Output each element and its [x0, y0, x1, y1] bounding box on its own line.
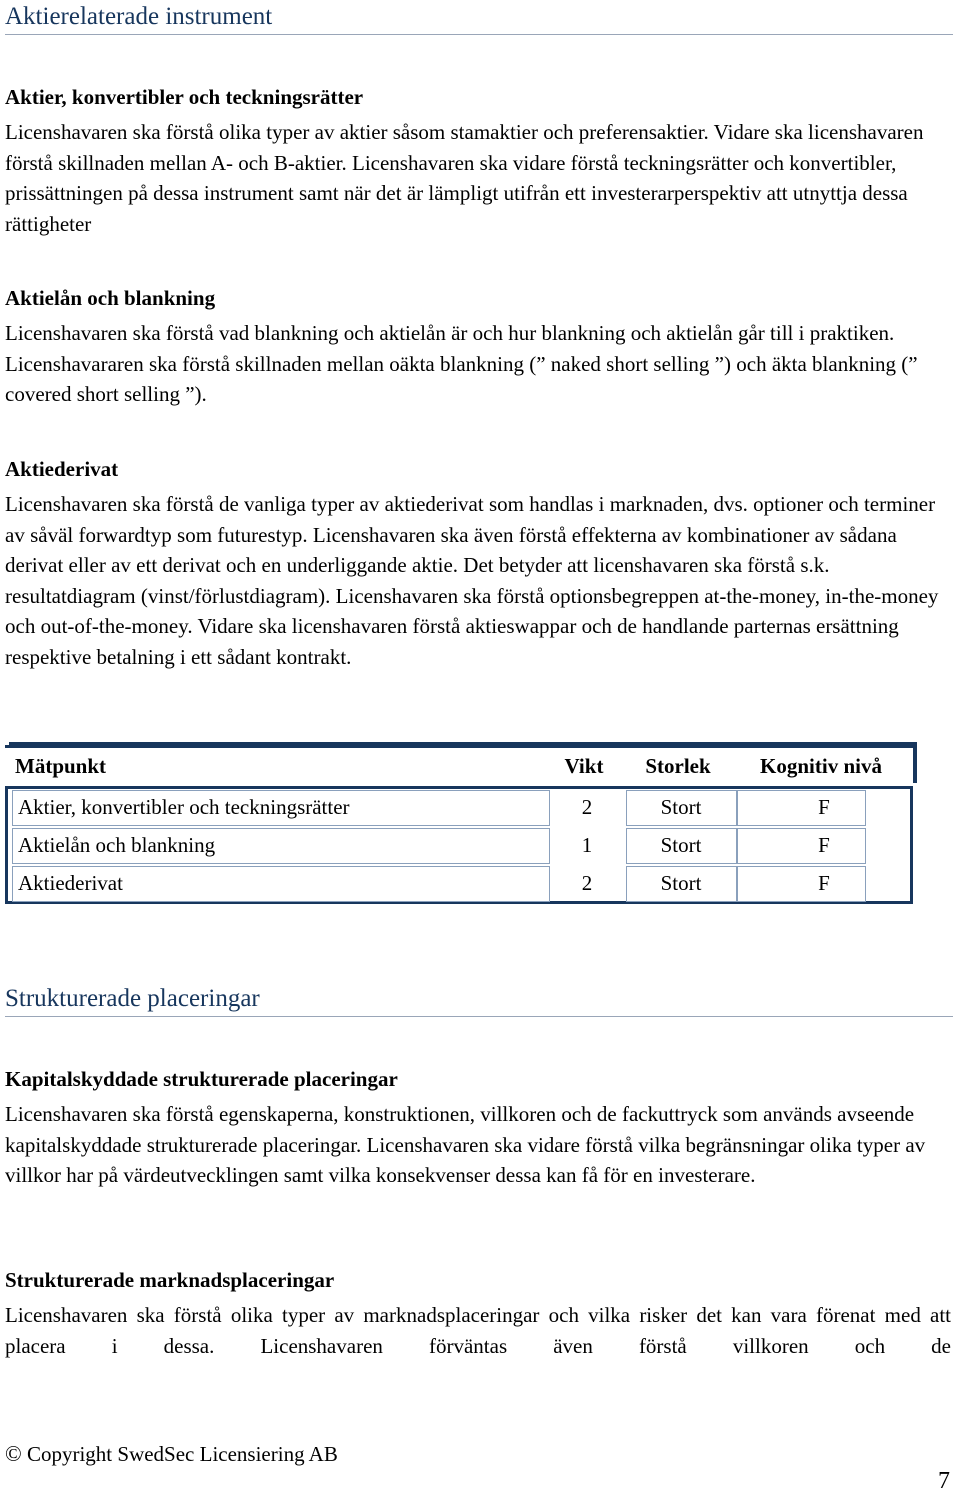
table-header-matpunkt: Mätpunkt — [15, 754, 107, 778]
paragraph-aktier-konvertibler: Licenshavaren ska förstå olika typer av aktier såsom stamaktier och preferensaktier. Vidare ska licenshavaren förstå skillnaden mellan A- och B-aktier. Licenshavaren ska vidare förstå teckningsrätter och konvertibler, prissättningen på dessa instrument samt när det är lämpligt utifrån ett investerarperspektiv att utnyttja dessa rättigheter — [5, 120, 924, 236]
table-cell-storlek: Stort — [660, 795, 702, 819]
footer-copyright — [5, 1441, 338, 1467]
table-cell-kognitiv-niva: F — [818, 795, 830, 819]
subheading-aktiederivat: Aktiederivat — [5, 457, 119, 481]
table-body — [5, 786, 913, 904]
table-header-row — [5, 745, 913, 786]
table-row — [8, 827, 910, 865]
table-cell-kognitiv-niva: F — [818, 871, 830, 895]
table-header-vikt: Vikt — [564, 754, 604, 778]
table-cell-vikt: 2 — [581, 795, 593, 819]
table-cell-matpunkt: Aktier, konvertibler och teckningsrätter — [18, 795, 350, 819]
paragraph-aktiederivat: Licenshavaren ska förstå de vanliga typer av aktiederivat som handlas i marknaden, dvs. optioner och terminer av såväl forwardtyp som futurestyp. Licenshavaren ska även förstå effekterna av kombinationer av sådana derivat eller av ett derivat och en underliggande aktie. Det betyder att licenshavaren ska förstå s.k. resultatdiagram (vinst/förlustdiagram). Licenshavaren ska förstå optionsbegreppen at-the-money, in-the-money och out-of-the-money. Vidare ska licenshavaren förstå aktieswappar och de handlande parternas ersättning respektive betalning i ett sådant kontrakt. — [5, 492, 939, 669]
paragraph-aktielan-blankning: Licenshavaren ska förstå vad blankning och aktielån är och hur blankning och aktielån går till i praktiken. Licenshavararen ska förstå skillnaden mellan oäkta blankning (” naked short selling ”) och äkta blankning (” covered short selling ”). — [5, 321, 918, 406]
subheading-kapitalskyddade: Kapitalskyddade strukturerade placeringar — [5, 1067, 398, 1091]
table-cell-matpunkt: Aktiederivat — [18, 871, 123, 895]
table-header-storlek: Storlek — [645, 754, 711, 778]
subheading-aktier-konvertibler: Aktier, konvertibler och teckningsrätter — [5, 85, 364, 109]
subheading-marknadsplaceringar: Strukturerade marknadsplaceringar — [5, 1268, 335, 1292]
section-title-strukturerade: Strukturerade placeringar — [5, 984, 953, 1017]
section-title-aktierelaterade: Aktierelaterade instrument — [5, 2, 953, 35]
assessment-table — [5, 745, 913, 904]
subheading-aktielan-blankning: Aktielån och blankning — [5, 286, 216, 310]
copyright-text: Copyright SwedSec Licensiering AB — [26, 1442, 338, 1466]
table-cell-kognitiv-niva: F — [818, 833, 830, 857]
paragraph-kapitalskyddade: Licenshavaren ska förstå egenskaperna, konstruktionen, villkoren och de fackuttryck som används avseende kapitalskyddade strukturerade placeringar. Licenshavaren ska vidare förstå vilka begränsningar olika typer av villkor har på värdeutvecklingen samt vilka konsekvenser dessa kan få för en investerare. — [5, 1102, 926, 1187]
page-number: 7 — [938, 1468, 950, 1494]
table-row — [8, 789, 910, 827]
table-cell-storlek: Stort — [660, 871, 702, 895]
table-header-kognitiv-niva: Kognitiv nivå — [760, 754, 882, 778]
table-row — [8, 865, 910, 903]
table-cell-storlek: Stort — [660, 833, 702, 857]
table-cell-vikt: 1 — [581, 833, 593, 857]
paragraph-marknadsplaceringar: Licenshavaren ska förstå olika typer av marknadsplaceringar och vilka risker det kan vara förenat med att placera i dessa. Licenshavaren förväntas även förstå villkoren och de — [5, 1303, 951, 1358]
table-cell-matpunkt: Aktielån och blankning — [18, 833, 216, 857]
table-cell-vikt: 2 — [581, 871, 593, 895]
copyright-symbol: © — [5, 1441, 22, 1466]
